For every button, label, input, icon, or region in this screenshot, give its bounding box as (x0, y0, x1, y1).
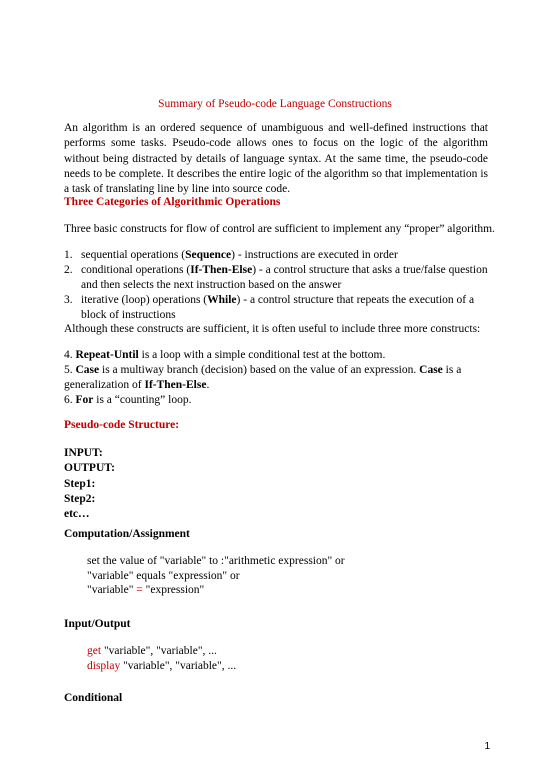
list-keyword: Sequence (185, 249, 232, 261)
construct-text: is a loop with a simple conditional test at the bottom. (141, 349, 386, 361)
more-intro: Although these constructs are sufficient, it is often useful to include three more constructs: (64, 323, 481, 335)
list-keyword: While (207, 294, 237, 306)
list-text: ) - a control structure that asks a true/false question and then selects the next instruction based on the answer (81, 264, 488, 291)
structure-line: INPUT: (64, 447, 103, 459)
code-line: "variable" equals "expression" or (87, 569, 240, 582)
structure-line: OUTPUT: (64, 462, 115, 475)
assign-operator: = (136, 584, 143, 596)
structure-line: Step1: (64, 477, 96, 490)
keyword-case: Case (419, 364, 443, 376)
code-line (87, 583, 345, 598)
list-text: iterative (loop) operations ( (81, 294, 208, 306)
construct-text: generalization of (64, 379, 142, 391)
categories-list (64, 248, 488, 323)
list-item (64, 248, 488, 263)
construct-5 (64, 363, 461, 378)
io-block (87, 644, 236, 673)
keyword-for: For (75, 394, 94, 406)
construct-6 (64, 393, 191, 408)
keyword-if-then-else: If-Then-Else (144, 379, 207, 391)
list-number: 6. (64, 394, 73, 406)
code-args: "variable", "variable", ... (123, 659, 237, 672)
period: . (206, 379, 210, 391)
heading-computation: Computation/Assignment (64, 528, 190, 540)
heading-conditional: Conditional (64, 692, 123, 704)
keyword-repeat-until: Repeat-Until (75, 349, 139, 361)
code-line: set the value of "variable" to :"arithmetic expression" or (87, 555, 345, 567)
intro-paragraph: An algorithm is an ordered sequence of unambiguous and well-defined instructions that performs some tasks. Pseudo-code allows ones to focus on the logic of the algorithm without being distracted by details of language syntax. At the same time, the pseudo-code needs to be complete. It describes the entire logic of the algorithm so that implementation is a task of translating line by line into source code. (64, 122, 488, 196)
code-variable: "variable" (87, 584, 134, 596)
structure-line: etc… (64, 508, 90, 521)
construct-4 (64, 348, 385, 363)
structure-lines (64, 446, 115, 522)
computation-block (87, 554, 345, 598)
list-text: sequential operations ( (81, 249, 186, 261)
page-number: 1 (484, 741, 490, 752)
categories-intro: Three basic constructs for flow of control are sufficient to implement any “proper” algorithm. (64, 223, 495, 235)
document-title: Summary of Pseudo-code Language Constructions (158, 98, 392, 110)
keyword-get: get (87, 645, 102, 657)
heading-io: Input/Output (64, 618, 131, 630)
list-number: 1. (64, 249, 73, 261)
list-text: conditional operations ( (81, 264, 191, 276)
list-number: 2. (64, 264, 73, 276)
code-expression: "expression" (145, 584, 205, 596)
heading-categories: Three Categories of Algorithmic Operations (64, 196, 281, 208)
code-line (87, 659, 236, 674)
structure-line: Step2: (64, 492, 96, 505)
code-args: "variable", "variable", ... (103, 645, 217, 657)
list-keyword: If-Then-Else (190, 264, 253, 276)
code-line (87, 644, 236, 659)
construct-text: is a (445, 364, 462, 376)
construct-text: is a “counting” loop. (96, 394, 192, 406)
list-number: 4. (64, 349, 73, 361)
list-item (64, 263, 488, 293)
list-number: 3. (64, 294, 73, 306)
construct-5-continued (64, 378, 209, 393)
keyword-case: Case (75, 364, 100, 376)
list-text: ) - instructions are executed in order (231, 249, 398, 261)
construct-text: is a multiway branch (decision) based on the value of an expression. (102, 364, 417, 376)
list-text: ) - a control structure that repeats the execution of a block of instructions (81, 294, 475, 321)
list-number: 5. (64, 364, 73, 376)
list-item (64, 293, 488, 323)
keyword-display: display (87, 659, 121, 672)
heading-structure: Pseudo-code Structure: (64, 419, 180, 431)
